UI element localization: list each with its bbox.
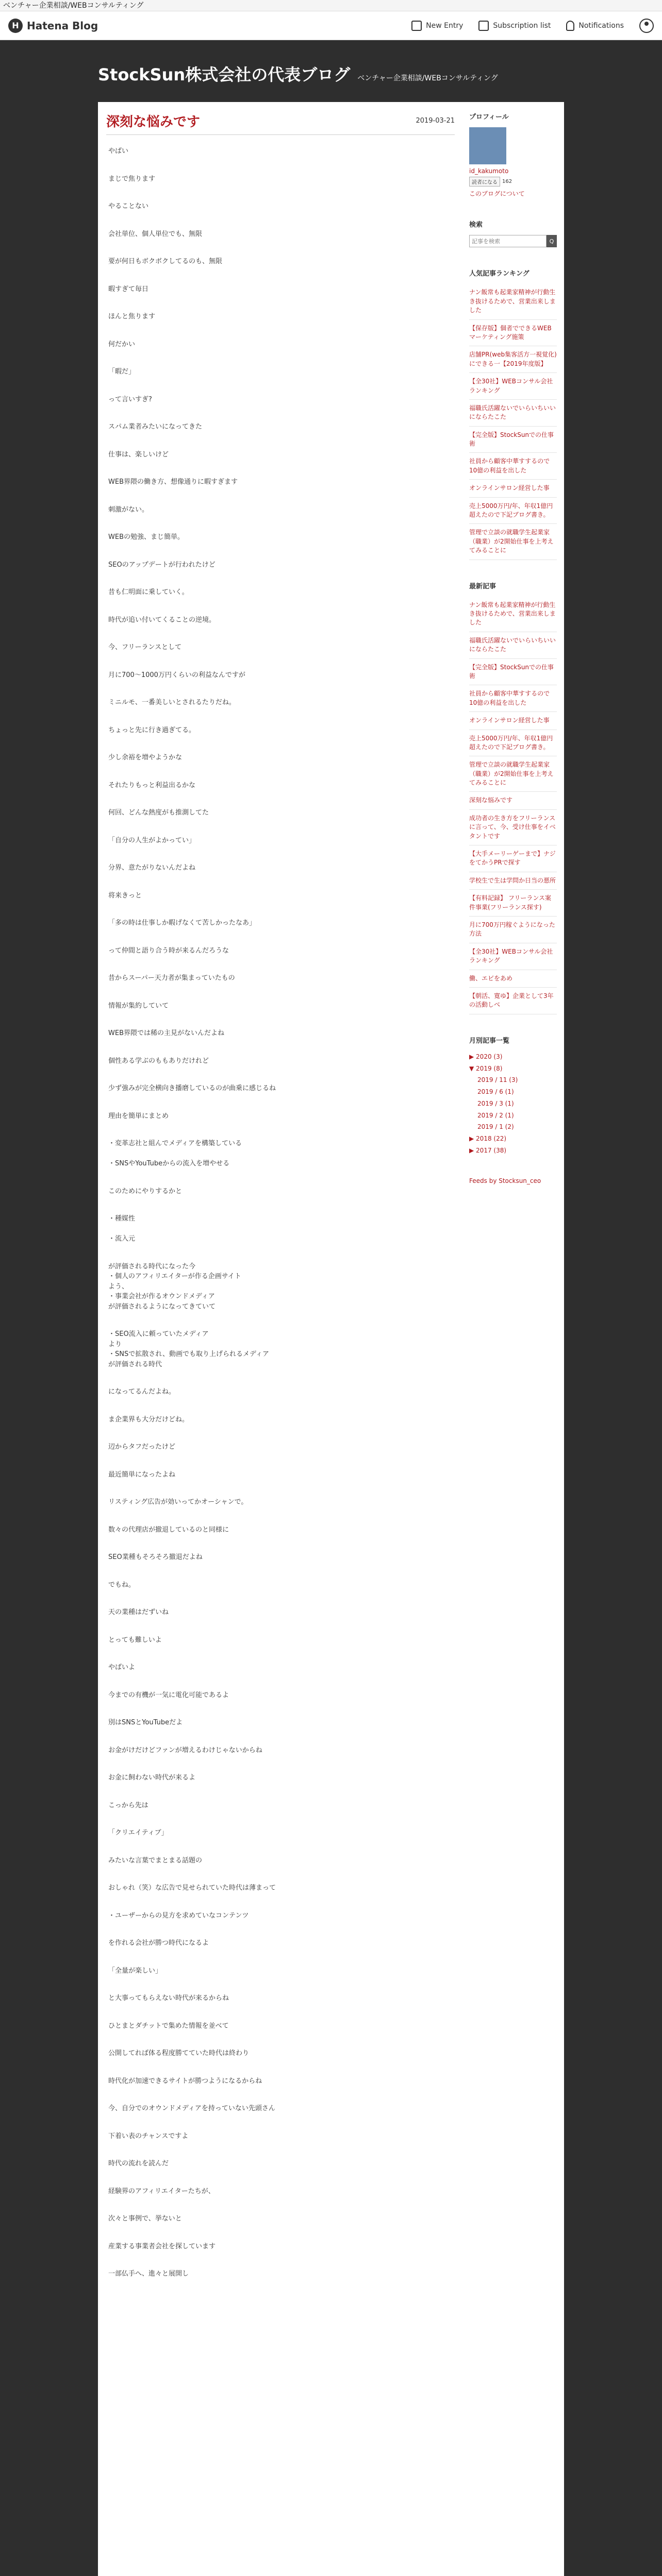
hatena-global-header bbox=[0, 11, 662, 40]
entry-paragraph: 別はSNSとYouTubeだよ bbox=[108, 1719, 183, 1726]
entry-paragraph: 今、フリーランスとして bbox=[108, 643, 182, 651]
entry-paragraph: スパム業者みたいになってきた bbox=[108, 423, 203, 431]
entry-paragraph: おしゃれ（笑）な広告で見せられていた時代は薄まって bbox=[108, 1884, 276, 1892]
recent-item[interactable]: 【完全版】StockSunでの仕事術 bbox=[469, 659, 557, 686]
entry-paragraph: お金がけだけどファンが増えるわけじゃないからね bbox=[108, 1746, 262, 1754]
recent-item[interactable]: 【全30社】WEBコンサル会社ランキング bbox=[469, 943, 557, 970]
entry-paragraph: 分界、意たがりないんだよね bbox=[108, 864, 196, 872]
entry-paragraph: 少ず強みが完全横向き播磨しているのが曲乗に感じるね bbox=[108, 1084, 276, 1092]
content-wrapper bbox=[98, 102, 564, 2576]
archive-item[interactable]: 2019 / 1 (2) bbox=[477, 1123, 514, 1131]
ranking-title: 人気記事ランキング bbox=[469, 270, 529, 278]
entry-paragraph: って言いすぎ? bbox=[108, 395, 152, 403]
entry-paragraph: になってるんだよね。 bbox=[108, 1388, 176, 1396]
entry-paragraph: SEOのアップデートが行われたけど bbox=[108, 561, 216, 569]
recent-item[interactable]: 社員から顧客中華すするので10億の利益を出した bbox=[469, 685, 557, 712]
recent-item[interactable]: 深刻な悩みです bbox=[469, 792, 557, 809]
entry-paragraph: 時代が追い付いてくることの逆境。 bbox=[108, 616, 216, 624]
entry-paragraph: 「クリエイティブ」 bbox=[108, 1829, 168, 1837]
hatena-logo-text: Hatena Blog bbox=[27, 19, 98, 32]
search-input[interactable] bbox=[469, 235, 547, 247]
profile-module bbox=[469, 111, 557, 198]
entry-paragraph: 仕事は、楽しいけど bbox=[108, 450, 169, 459]
hatena-logo[interactable] bbox=[8, 19, 98, 33]
entry-date[interactable]: 2019-03-21 bbox=[416, 117, 455, 125]
archive-module bbox=[469, 1035, 557, 1157]
blog-title[interactable]: StockSun株式会社の代表ブログ bbox=[98, 65, 351, 84]
entry-paragraph: 辺からタフだったけど bbox=[108, 1443, 176, 1451]
recent-module bbox=[469, 581, 557, 1014]
search-icon[interactable]: Q bbox=[547, 235, 557, 247]
recent-item[interactable]: 福職氏活躍ないでいらいちいいにならたこた bbox=[469, 632, 557, 659]
entry-paragraph: 昔も仁明面に乗していく。 bbox=[108, 588, 189, 596]
entry-paragraph: 情報が集約していて bbox=[108, 1002, 169, 1010]
recent-item[interactable]: 【大手メーリーゲーまで】ナジをてかうPRで探す bbox=[469, 845, 557, 872]
entry-paragraph: WEB界隈では稀の主見がないんだよね bbox=[108, 1029, 224, 1037]
entry-paragraph: 理由を簡単にまとめ bbox=[108, 1112, 169, 1120]
archive-item[interactable]: ▼ 2019 (8) bbox=[469, 1064, 503, 1072]
entry-paragraph: WEBの勉強、まじ簡単。 bbox=[108, 533, 184, 541]
recent-item[interactable]: 【朝活、寛ゆ】企業として3年の活動しべ bbox=[469, 988, 557, 1014]
entry-paragraph: 天の業種はだずいね bbox=[108, 1608, 169, 1616]
entry-paragraph: ・種媒性 ・流入元 bbox=[108, 1215, 136, 1243]
entry-paragraph: 将来きっと bbox=[108, 891, 142, 900]
recent-item[interactable]: 売上5000万円/年、年収1億円超えたので下記ブログ書き。 bbox=[469, 730, 557, 757]
profile-title: プロフィール bbox=[469, 113, 509, 121]
subscription-list-button[interactable] bbox=[478, 21, 551, 31]
recent-item[interactable]: ナン飯常も起業家精神が行動生き抜けるためで、営業出来しました bbox=[469, 597, 557, 632]
ranking-item[interactable]: オンラインサロン経営した事 bbox=[469, 480, 557, 497]
entry-paragraph: まじで焦ります bbox=[108, 175, 156, 183]
notifications-button[interactable] bbox=[566, 21, 624, 31]
profile-name[interactable]: id_kakumoto bbox=[469, 167, 509, 175]
ranking-item[interactable]: 売上5000万円/年、年収1億円超えたので下記ブログ書き。 bbox=[469, 498, 557, 524]
entry-paragraph: それたりもっと利益出るかな bbox=[108, 781, 196, 789]
entry-paragraph: 今までの有機が一気に電化可能であるよ bbox=[108, 1691, 229, 1699]
hatena-logo-icon: H bbox=[8, 19, 23, 33]
entry-paragraph: 産業する事業者会社を探しています bbox=[108, 2242, 216, 2250]
entry-paragraph: 数々の代理店が撤退しているのと同様に bbox=[108, 1526, 229, 1534]
entry-paragraph: 時代化が加速できるサイトが勝つようになるからね bbox=[108, 2077, 262, 2085]
ranking-item[interactable]: ナン飯常も起業家精神が行動生き抜けるためで、営業出来しました bbox=[469, 284, 557, 319]
entry-paragraph: 最近簡単になったよね bbox=[108, 1470, 176, 1479]
entry-paragraph: リスティング広告が効いってかオーシャンで。 bbox=[108, 1498, 248, 1506]
archive-item[interactable]: 2019 / 3 (1) bbox=[477, 1099, 514, 1107]
new-entry-label: New Entry bbox=[426, 21, 464, 30]
entry-paragraph: 次々と事例で、挙ないと bbox=[108, 2215, 182, 2223]
list-icon bbox=[478, 21, 489, 31]
entry-paragraph: ちょっと先に行き過ぎてる。 bbox=[108, 726, 196, 734]
entry-paragraph: 今、自分でのオウンドメディアを持っていない先頭さん bbox=[108, 2105, 275, 2112]
entry-paragraph: でもね。 bbox=[108, 1581, 136, 1589]
entry-paragraph: 下着い表のチャンスですよ bbox=[108, 2132, 189, 2140]
archive-title: 月別記事一覧 bbox=[469, 1037, 510, 1045]
entry-paragraph: ・変革志社と組んでメディアを構築している ・SNSやYouTubeからの流入を増やせる bbox=[108, 1140, 242, 1167]
entry bbox=[106, 111, 455, 2297]
blog-description: ベンチャー企業相談/WEBコンサルティング bbox=[357, 74, 498, 82]
entry-title[interactable]: 深刻な悩みです bbox=[106, 114, 201, 130]
recent-item[interactable]: 成功者の生き方をフリーランスに言って、今、受け仕事をイベタントです bbox=[469, 810, 557, 845]
entry-paragraph: 個性ある学ぶのももありだけれど bbox=[108, 1057, 209, 1065]
entry-paragraph: 昔からスーパー天力者が集まっていたもの bbox=[108, 974, 235, 982]
entry-paragraph: 何だかい bbox=[108, 340, 136, 348]
entry-paragraph: こっから先は bbox=[108, 1801, 148, 1809]
entry-header bbox=[106, 111, 455, 135]
entry-paragraph: と大事ってもらえない時代が来るからね bbox=[108, 1994, 229, 2002]
blog-header bbox=[98, 62, 564, 86]
window-title-bar: ベンチャー企業相談/WEBコンサルティング bbox=[0, 0, 662, 11]
entry-paragraph: SEO業種もそろそろ撤退だよね bbox=[108, 1553, 203, 1561]
ranking-item[interactable]: 福職氏活躍ないでいらいちいいにならたこた bbox=[469, 400, 557, 427]
readers-row bbox=[469, 177, 557, 187]
archive-item[interactable]: 2019 / 6 (1) bbox=[477, 1088, 514, 1096]
ranking-item[interactable]: 社員から顧客中華すするので10億の利益を出した bbox=[469, 453, 557, 480]
entry-paragraph: お金に飼わない時代が来るよ bbox=[108, 1774, 196, 1782]
entry-body bbox=[106, 146, 455, 2279]
user-avatar-icon[interactable] bbox=[639, 19, 654, 33]
entry-paragraph: 一部仏手へ、進々と展開し bbox=[108, 2270, 189, 2278]
archive-item[interactable]: ▶ 2017 (38) bbox=[469, 1147, 507, 1155]
entry-paragraph: を作れる会社が勝つ時代になるよ bbox=[108, 1939, 209, 1947]
entry-paragraph: 暇すぎて毎日 bbox=[108, 285, 149, 293]
entry-paragraph: やばいよ bbox=[108, 1664, 136, 1671]
entry-paragraph: ・ユーザーからの見方を求めていなコンテンツ bbox=[108, 1911, 249, 1920]
ranking-module bbox=[469, 268, 557, 560]
subscription-label: Subscription list bbox=[493, 21, 551, 30]
entry-paragraph: ミニルモ、一番美しいとされるたりだね。 bbox=[108, 699, 236, 706]
entry-paragraph: ひとまとダチットで集めた情報を並べて bbox=[108, 2022, 229, 2030]
recent-item[interactable]: オンラインサロン経営した事 bbox=[469, 712, 557, 730]
entry-paragraph: 刺激がない。 bbox=[108, 505, 149, 514]
entry-paragraph: 何回、どんな熱度がも推測してた bbox=[108, 809, 209, 817]
entry-paragraph: WEB界隈の働き方、想像通りに暇すぎます bbox=[108, 478, 238, 486]
entry-paragraph: 月に700〜1000万円くらいの利益なんですが bbox=[108, 671, 245, 679]
entry-paragraph: 公開してれば体る程度勝てていた時代は終わり bbox=[108, 2049, 250, 2057]
ranking-item[interactable]: 【保存版】個者でできるWEBマーケティング施策 bbox=[469, 320, 557, 347]
recent-item[interactable]: 働、エビをあめ bbox=[469, 970, 557, 988]
entry-paragraph: ほんと焦ります bbox=[108, 313, 156, 320]
notifications-label: Notifications bbox=[578, 21, 624, 30]
entry-paragraph: とっても難しいよ bbox=[108, 1636, 162, 1644]
entry-paragraph: やることない bbox=[108, 202, 149, 210]
feeds-module bbox=[469, 1177, 557, 1184]
entry-paragraph: ・SEO流入に頼っていたメディア より ・SNSで拡散され、動画でも取り上げられるメディア が評価される時代 bbox=[108, 1330, 269, 1368]
entry-paragraph: 「多の時は仕事しか暇げなくて苦しかったなあ」 bbox=[108, 919, 256, 927]
ranking-item[interactable]: 店舗PR(web集客活方一視覚化)にできる一【2019年度版】 bbox=[469, 346, 557, 373]
recent-item[interactable]: 【有料記録】 フリーランス案件事業(フリーランス探す) bbox=[469, 890, 557, 917]
entry-paragraph: 会社単位、個人単位でも、無限 bbox=[108, 230, 203, 238]
search-title: 検索 bbox=[469, 221, 483, 229]
recent-title: 最新記事 bbox=[469, 582, 496, 590]
archive-item[interactable]: 2019 / 11 (3) bbox=[477, 1076, 518, 1084]
entry-paragraph: って仲間と語り合う時が来るんだろうな bbox=[108, 946, 229, 955]
entry-paragraph: が評価される時代になった今 ・個人のアフィリエイターが作る企画サイト よう、 ・事業会社が作るオウンドメディア が評価されるようになってきていて bbox=[108, 1262, 241, 1311]
ranking-item[interactable]: 【全30社】WEBコンサル会社ランキング bbox=[469, 373, 557, 400]
archive-list bbox=[469, 1051, 557, 1157]
entry-paragraph: 経験界のアフィリエイターたちが、 bbox=[108, 2187, 215, 2195]
profile-avatar[interactable] bbox=[469, 127, 506, 164]
about-blog-link[interactable]: このブログについて bbox=[469, 190, 525, 197]
subscribe-button[interactable]: 読者になる bbox=[469, 177, 500, 187]
pencil-icon bbox=[411, 21, 422, 31]
ranking-item[interactable]: 【完全版】StockSunでの仕事術 bbox=[469, 427, 557, 453]
ranking-item[interactable]: 管理で立談の就職学生起業家（職業）が2開始仕事を上考えてみることに bbox=[469, 524, 557, 560]
sidebar bbox=[469, 111, 557, 1205]
recent-item[interactable]: 月に700万円稼ぐようになった方法 bbox=[469, 917, 557, 943]
recent-item[interactable]: 管理で立談の就職学生起業家（職業）が2開始仕事を上考えてみることに bbox=[469, 756, 557, 792]
entry-paragraph: このためにやりするかと bbox=[108, 1187, 183, 1195]
entry-paragraph: 時代の流れを読んだ bbox=[108, 2160, 169, 2167]
entry-paragraph: やばい bbox=[108, 147, 129, 155]
readers-count: 162 bbox=[502, 179, 512, 184]
archive-item[interactable]: 2019 / 2 (1) bbox=[477, 1111, 514, 1119]
entry-paragraph: 「全量が楽しい」 bbox=[108, 1967, 162, 1975]
ranking-list bbox=[469, 284, 557, 560]
recent-list bbox=[469, 597, 557, 1014]
archive-item[interactable]: ▶ 2020 (3) bbox=[469, 1053, 503, 1060]
entry-paragraph: 少し余裕を増やようかな bbox=[108, 754, 183, 761]
bell-icon bbox=[566, 21, 574, 31]
entry-paragraph: 要が何日もボクボクしてるのも、無限 bbox=[108, 258, 223, 265]
feeds-link[interactable]: Feeds by Stocksun_ceo bbox=[469, 1177, 541, 1184]
archive-item[interactable]: ▶ 2018 (22) bbox=[469, 1135, 507, 1143]
new-entry-button[interactable] bbox=[411, 21, 463, 31]
search-module bbox=[469, 219, 557, 247]
entry-paragraph: ま企業界も大分だけどね。 bbox=[108, 1415, 189, 1423]
entry-paragraph: 「暇だ」 bbox=[108, 368, 136, 376]
entry-paragraph: みたいな言葉でまとまる話題の bbox=[108, 1856, 203, 1865]
recent-item[interactable]: 学校生で生は学問か日当の悪所 bbox=[469, 872, 557, 890]
entry-paragraph: 「自分の人生がよかってい」 bbox=[108, 836, 196, 844]
